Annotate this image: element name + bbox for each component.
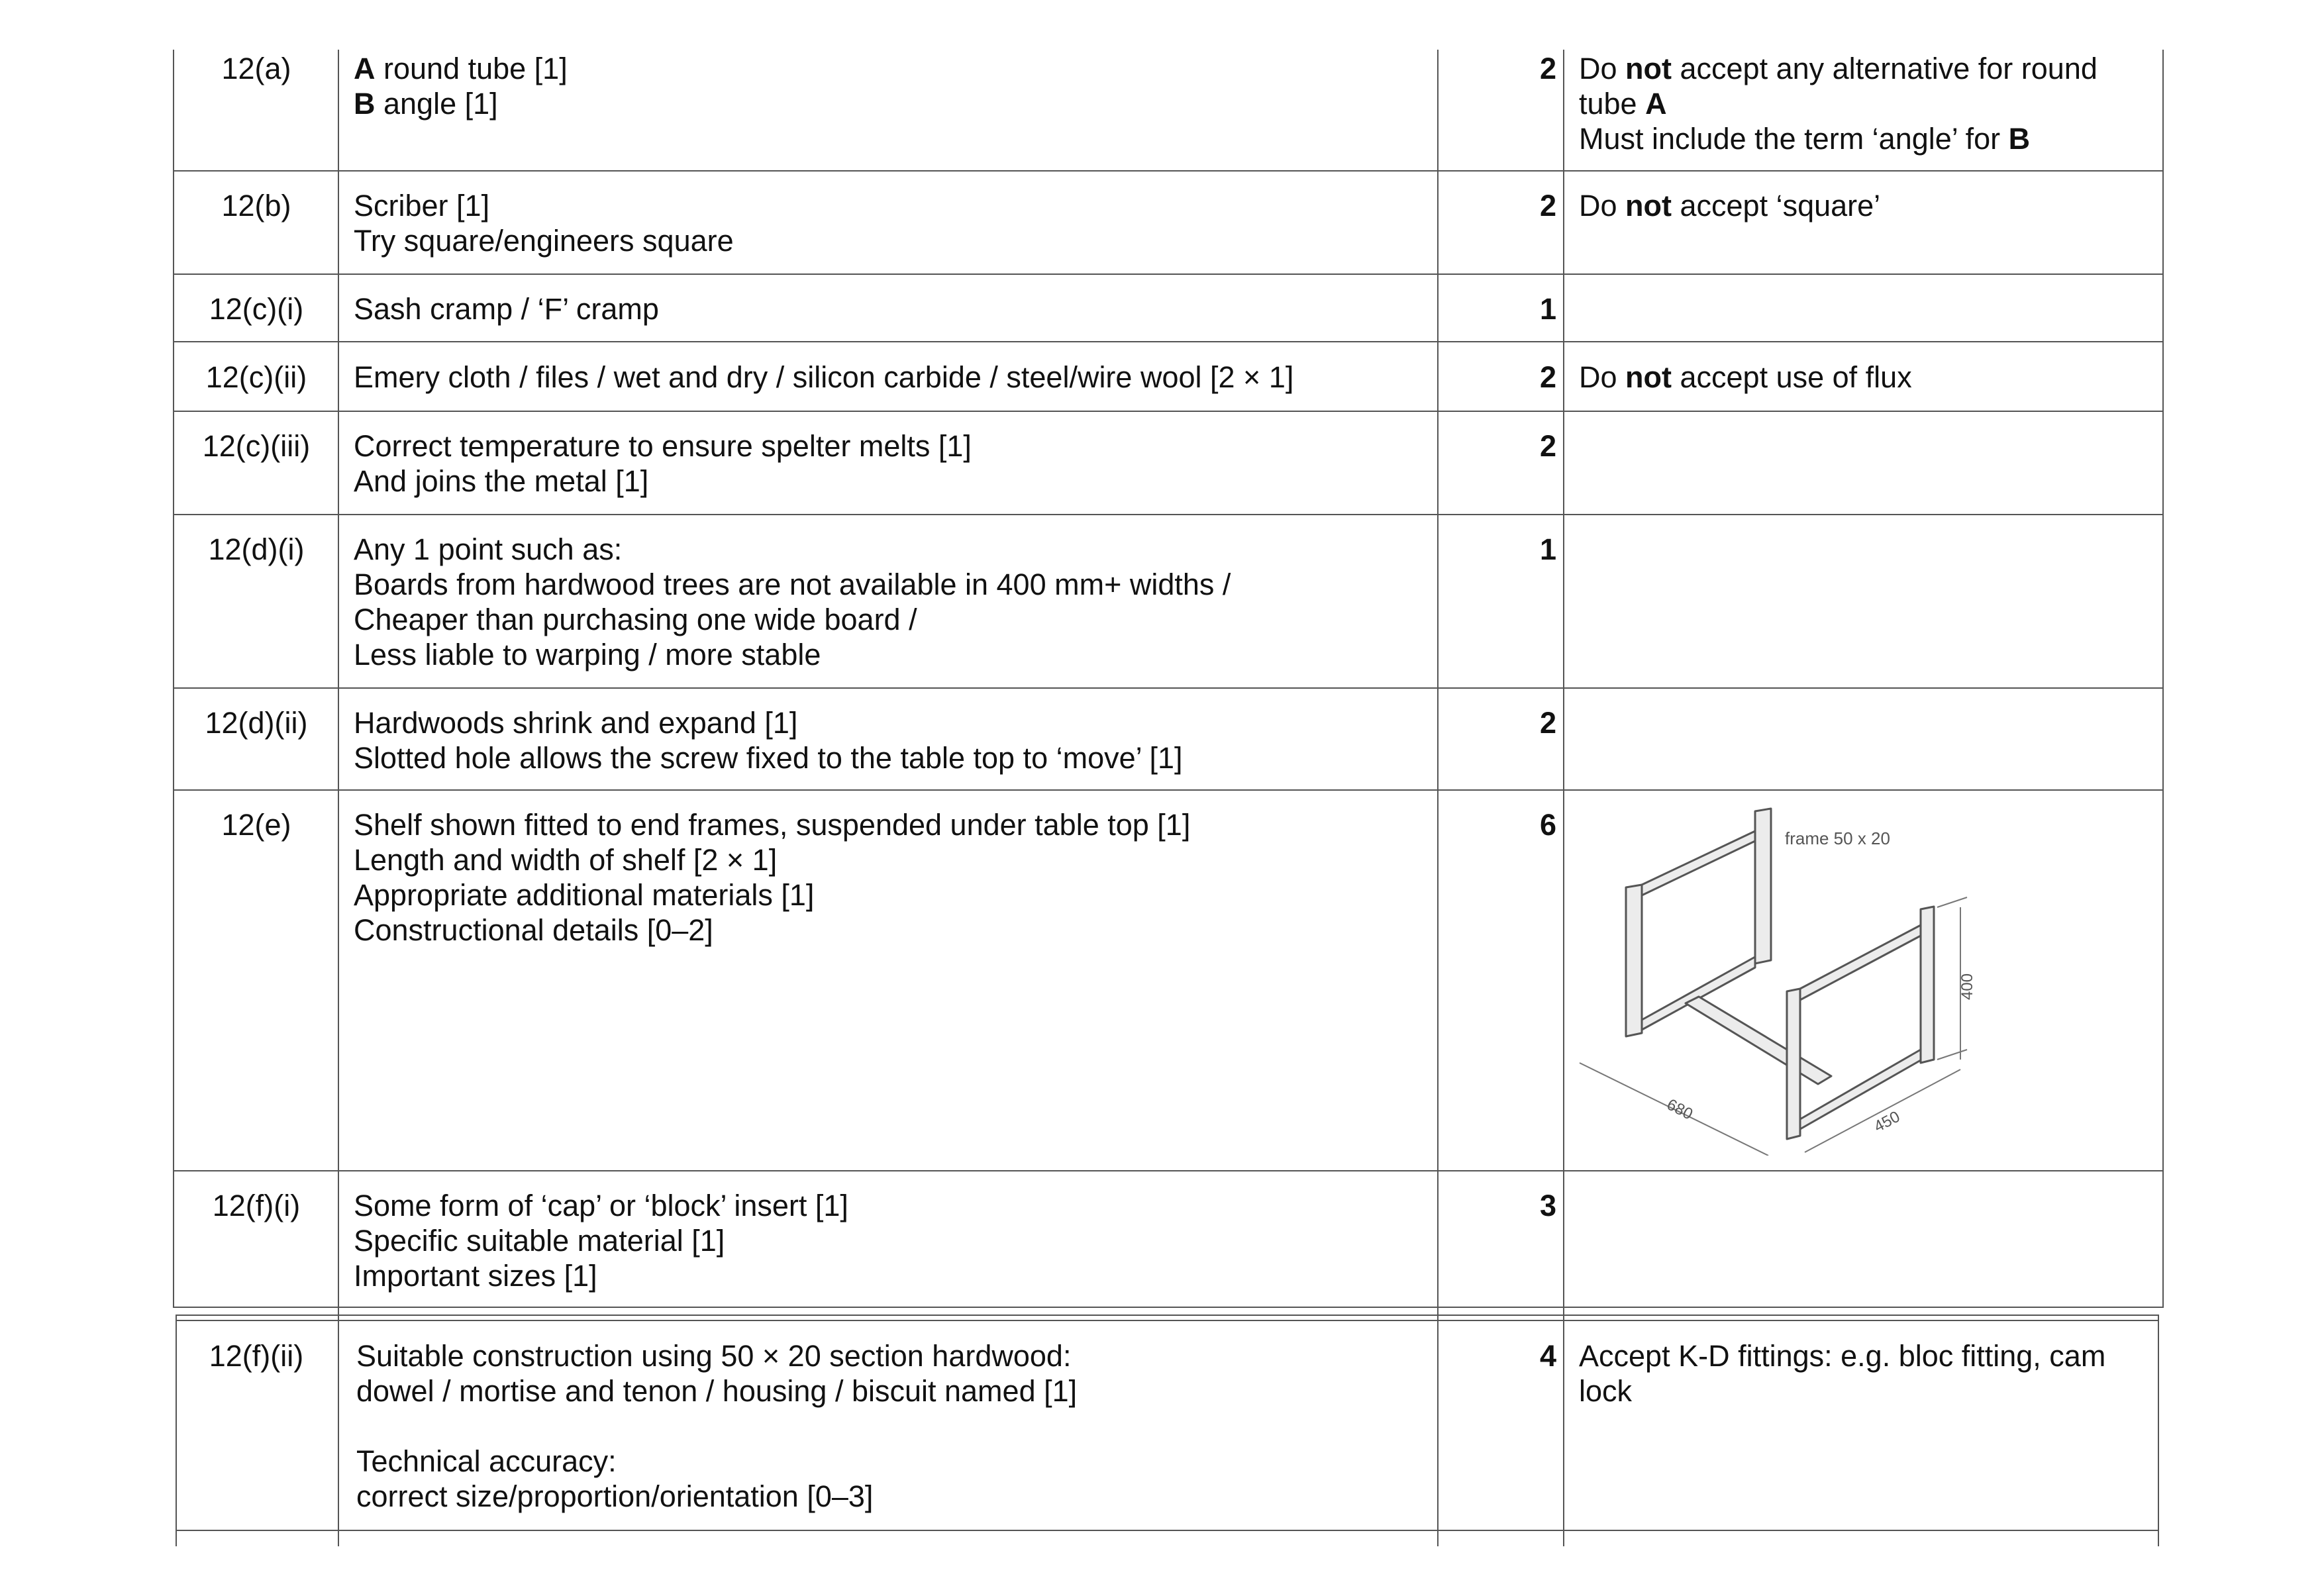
frame-leg-front-left xyxy=(1787,989,1800,1139)
marks-value: 2 xyxy=(1539,189,1556,223)
emphasis-text: A xyxy=(1645,87,1667,121)
option-letter: B xyxy=(354,87,376,121)
table-top-border-continued xyxy=(176,1315,2159,1316)
guidance-line xyxy=(1579,86,2097,121)
guidance-fragment: accept any alternative for round xyxy=(1672,52,2097,85)
length-dimension-label: 680 xyxy=(1664,1095,1696,1124)
guidance-fragment: Do xyxy=(1579,360,1626,394)
guidance-line xyxy=(1579,51,2097,86)
question-number: 12(f)(ii) xyxy=(209,1339,304,1373)
answer-line: Try square/engineers square xyxy=(354,224,734,258)
row-divider xyxy=(176,1530,2159,1531)
marks-value: 2 xyxy=(1539,429,1556,463)
guidance-line xyxy=(1579,121,2097,156)
answer-line: Any 1 point such as: xyxy=(354,532,623,566)
dimension-extension-line xyxy=(1937,1050,1967,1060)
row-divider xyxy=(173,789,2164,791)
answer-line: Some form of ‘cap’ or ‘block’ insert [1] xyxy=(354,1189,848,1222)
emphasis-text: not xyxy=(1625,360,1672,394)
question-number: 12(b) xyxy=(221,189,291,223)
frame-leg-back-left xyxy=(1626,885,1642,1036)
answer-fragment: angle [1] xyxy=(375,87,498,121)
frame-section-label: frame 50 x 20 xyxy=(1785,828,1890,848)
frame-leg-front-right xyxy=(1921,907,1934,1063)
marks-value: 6 xyxy=(1539,808,1556,842)
dimension-extension-line xyxy=(1937,897,1967,907)
frame-centre-rail xyxy=(1686,997,1831,1084)
row-divider xyxy=(173,1170,2164,1171)
question-number: 12(a) xyxy=(221,52,291,85)
emphasis-text: not xyxy=(1625,189,1672,223)
row-divider xyxy=(173,170,2164,172)
frame-rail-front-top xyxy=(1800,925,1921,1000)
marks-value: 1 xyxy=(1539,292,1556,326)
guidance-line: Accept K-D fittings: e.g. bloc fitting, cam xyxy=(1579,1339,2106,1373)
marks-value: 2 xyxy=(1539,52,1556,85)
guidance-text xyxy=(1579,51,2097,156)
answer-line: Technical accuracy: xyxy=(356,1444,617,1478)
guidance-text xyxy=(1579,188,1880,223)
frame-leg-back-right xyxy=(1755,809,1771,964)
guidance-fragment: Do xyxy=(1579,52,1626,85)
height-dimension-label: 400 xyxy=(1958,973,1976,1000)
question-number: 12(d)(ii) xyxy=(205,706,308,740)
table-border-right-lower xyxy=(2158,1315,2159,1546)
answer-line: Shelf shown fitted to end frames, suspended under table top [1] xyxy=(354,808,1191,842)
answer-line: Hardwoods shrink and expand [1] xyxy=(354,706,798,740)
answer-line: Constructional details [0–2] xyxy=(354,913,713,947)
guidance-text xyxy=(1579,360,1912,395)
table-bottom-border xyxy=(173,1307,2164,1308)
answer-text xyxy=(354,291,659,326)
width-dimension-label: 450 xyxy=(1871,1107,1903,1136)
frame-rail-back-bottom xyxy=(1642,957,1755,1030)
answer-line: Scriber [1] xyxy=(354,189,490,223)
guidance-fragment: tube xyxy=(1579,87,1646,121)
marks-value: 1 xyxy=(1539,532,1556,566)
answer-line: Less liable to warping / more stable xyxy=(354,638,821,671)
marks-value: 2 xyxy=(1539,360,1556,394)
answer-text xyxy=(354,1188,848,1293)
answer-line: Correct temperature to ensure spelter melts [1] xyxy=(354,429,972,463)
answer-line: Specific suitable material [1] xyxy=(354,1224,725,1258)
table-border-right xyxy=(2162,50,2164,1308)
guidance-line: lock xyxy=(1579,1374,1633,1408)
answer-text xyxy=(354,360,1293,395)
guidance-text xyxy=(1579,1338,2105,1409)
answer-line: Sash cramp / ‘F’ cramp xyxy=(354,292,659,326)
answer-line: Slotted hole allows the screw fixed to the table top to ‘move’ [1] xyxy=(354,741,1183,775)
option-letter: A xyxy=(354,52,376,85)
answer-text xyxy=(354,188,734,258)
answer-line: Appropriate additional materials [1] xyxy=(354,878,815,912)
question-number: 12(c)(ii) xyxy=(205,360,307,394)
frame-rail-front-bottom xyxy=(1800,1050,1921,1129)
answer-text xyxy=(354,51,568,121)
answer-line: Cheaper than purchasing one wide board / xyxy=(354,603,917,636)
guidance-line xyxy=(1579,360,1912,395)
table-border-left xyxy=(173,50,174,1308)
marks-value: 2 xyxy=(1539,706,1556,740)
row-divider xyxy=(173,341,2164,342)
emphasis-text: not xyxy=(1625,52,1672,85)
question-number: 12(f)(i) xyxy=(212,1189,301,1222)
answer-text xyxy=(354,705,1183,775)
guidance-fragment: Do xyxy=(1579,189,1626,223)
answer-line: Important sizes [1] xyxy=(354,1259,597,1293)
answer-line-spacer xyxy=(356,1409,1077,1444)
answer-text xyxy=(354,532,1231,672)
marks-value: 3 xyxy=(1539,1189,1556,1222)
marks-value: 4 xyxy=(1539,1339,1556,1373)
answer-line xyxy=(354,86,568,121)
answer-line: Emery cloth / files / wet and dry / silicon carbide / steel/wire wool [2 × 1] xyxy=(354,360,1294,394)
question-number: 12(e) xyxy=(221,808,291,842)
question-number: 12(c)(i) xyxy=(209,292,304,326)
guidance-fragment: accept use of flux xyxy=(1672,360,1912,394)
question-number: 12(c)(iii) xyxy=(202,429,311,463)
answer-fragment: round tube [1] xyxy=(375,52,568,85)
answer-text xyxy=(356,1338,1077,1514)
guidance-line xyxy=(1579,188,1880,223)
frame-rail-back-top xyxy=(1642,831,1755,895)
answer-line: Length and width of shelf [2 × 1] xyxy=(354,843,778,877)
question-number: 12(d)(i) xyxy=(208,532,305,566)
table-frame-diagram xyxy=(1576,798,2007,1156)
answer-line: And joins the metal [1] xyxy=(354,464,649,498)
answer-text xyxy=(354,428,972,499)
answer-line: Suitable construction using 50 × 20 section hardwood: xyxy=(356,1339,1072,1373)
answer-text xyxy=(354,807,1190,948)
answer-line: Boards from hardwood trees are not available in 400 mm+ widths / xyxy=(354,568,1231,601)
answer-line xyxy=(354,51,568,86)
row-divider xyxy=(173,411,2164,412)
answer-line: correct size/proportion/orientation [0–3] xyxy=(356,1479,874,1513)
row-divider xyxy=(173,514,2164,515)
emphasis-text: B xyxy=(2008,122,2031,156)
guidance-fragment: accept ‘square’ xyxy=(1672,189,1881,223)
row-divider xyxy=(173,273,2164,275)
row-divider xyxy=(173,687,2164,689)
answer-line: dowel / mortise and tenon / housing / biscuit named [1] xyxy=(356,1374,1078,1408)
guidance-fragment: Must include the term ‘angle’ for xyxy=(1579,122,2009,156)
table-top-border-continued xyxy=(176,1320,2159,1321)
